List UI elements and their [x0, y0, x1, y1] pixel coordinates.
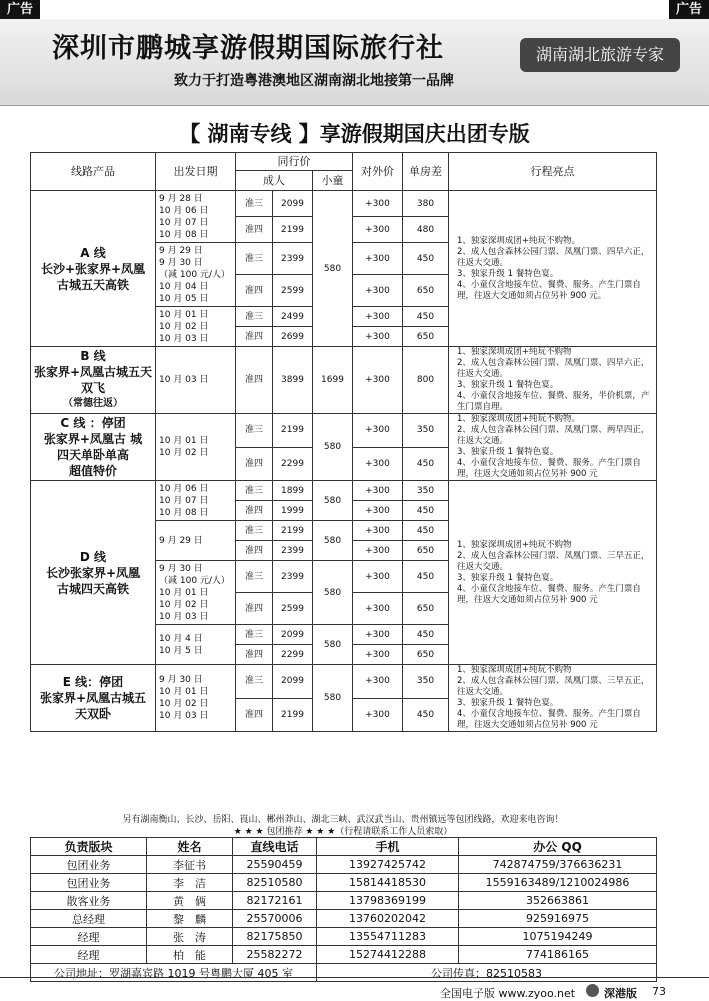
- contact-section: 总经理: [31, 910, 147, 928]
- public-price: +300: [353, 327, 403, 347]
- public-price: +300: [353, 307, 403, 327]
- single-supplement: 650: [403, 327, 449, 347]
- contact-qq: 1075194249: [459, 928, 657, 946]
- hotel-standard: 准三: [236, 665, 273, 699]
- contact-section: 经理: [31, 928, 147, 946]
- hotel-standard: 准四: [236, 541, 273, 561]
- departure-date: 10 月 01 日: [159, 587, 209, 598]
- departure-date: 10 月 01 日: [159, 436, 209, 446]
- departure-date: 10 月 01 日: [159, 687, 209, 697]
- contact-phone: 82175850: [233, 928, 317, 946]
- hotel-standard: 准四: [236, 275, 273, 307]
- contact-row: [31, 946, 657, 964]
- public-price: +300: [353, 191, 403, 217]
- single-supplement: 650: [403, 275, 449, 307]
- public-price: +300: [353, 275, 403, 307]
- departure-date: 10 月 06 日: [159, 205, 209, 216]
- departure-date: 9 月 30 日: [159, 675, 203, 685]
- hotel-standard: 准三: [236, 481, 273, 501]
- contact-mobile: 13798369199: [317, 892, 459, 910]
- footer-edition: 深港版: [604, 987, 637, 1000]
- hotel-standard: 准四: [236, 501, 273, 521]
- public-price: +300: [353, 447, 403, 481]
- route-name-line: 张家界+凤凰古城五天双飞: [33, 365, 153, 395]
- trip-highlights: [449, 191, 657, 347]
- company-fax: 公司传真：82510583: [317, 964, 657, 982]
- hotel-standard: 准四: [236, 447, 273, 481]
- departure-dates: [156, 521, 236, 561]
- header-single-supplement: 单房差: [403, 153, 449, 191]
- single-supplement: 380: [403, 191, 449, 217]
- route-name-line: C 线 ：停团: [60, 416, 126, 430]
- single-supplement: 800: [403, 347, 449, 414]
- route-name: [31, 347, 156, 414]
- trip-highlights: [449, 665, 657, 732]
- hotel-standard: 准四: [236, 347, 273, 414]
- hotel-standard: 准三: [236, 625, 273, 645]
- single-supplement: 450: [403, 561, 449, 593]
- contact-header-row: [31, 838, 657, 856]
- contact-phone: 25590459: [233, 856, 317, 874]
- route-name: [31, 191, 156, 347]
- contact-table: [30, 837, 657, 982]
- departure-date: 10 月 02 日: [159, 448, 209, 458]
- departure-date: 10 月 03 日: [159, 611, 209, 622]
- public-price: +300: [353, 521, 403, 541]
- departure-date: 9 月 29 日: [159, 245, 203, 256]
- single-supplement: 480: [403, 217, 449, 243]
- specialist-badge: 湖南湖北旅游专家: [520, 38, 680, 72]
- adult-price: 1899: [273, 481, 313, 501]
- highlight-item: 2、成人包含森林公园门票、凤凰门票、三早五正，往返大交通。: [457, 550, 650, 572]
- departure-date: 10 月 07 日: [159, 495, 209, 506]
- contact-qq: 925916975: [459, 910, 657, 928]
- company-address: 公司地址：罗湖嘉宾路 1019 号粤鹏大厦 405 室: [31, 964, 317, 982]
- logo-icon: [586, 984, 599, 997]
- header-product: 线路产品: [31, 153, 156, 191]
- hotel-standard: 准四: [236, 217, 273, 243]
- contact-row: [31, 928, 657, 946]
- adult-price: 2399: [273, 243, 313, 275]
- contact-section: 包团业务: [31, 856, 147, 874]
- departure-dates: [156, 561, 236, 625]
- departure-date: 10 月 08 日: [159, 507, 209, 518]
- adult-price: 2299: [273, 447, 313, 481]
- child-price: 1699: [313, 347, 353, 414]
- hotel-standard: 准三: [236, 307, 273, 327]
- departure-date: （减 100 元/人）: [159, 269, 230, 280]
- single-supplement: 450: [403, 243, 449, 275]
- departure-date: 10 月 06 日: [159, 483, 209, 494]
- route-name-line: 四天单卧单高: [56, 448, 129, 462]
- highlight-item: 1、独家深圳成团+纯玩不购物。: [457, 414, 581, 424]
- footer-site: 全国电子版 www.zyoo.net: [440, 987, 576, 1000]
- public-price: +300: [353, 243, 403, 275]
- route-name-line: 张家界+凤凰古城五: [39, 691, 147, 705]
- departure-date: 9 月 30 日: [159, 257, 203, 268]
- highlight-item: 4、小童仅含地接车位、餐费、服务。产生门票自理，往返大交通如须占位另补 900 元: [457, 709, 641, 730]
- route-name: [31, 414, 156, 481]
- child-price: 580: [313, 191, 353, 347]
- public-price: +300: [353, 347, 403, 414]
- departure-date: 10 月 02 日: [159, 599, 209, 610]
- hotel-standard: 准四: [236, 698, 273, 732]
- departure-date: 10 月 03 日: [159, 333, 209, 344]
- public-price: +300: [353, 541, 403, 561]
- route-name-line: 古城四天高铁: [56, 581, 129, 596]
- contact-section: 包团业务: [31, 874, 147, 892]
- contact-name: 黄 俩: [147, 892, 233, 910]
- departure-date: 10 月 07 日: [159, 217, 209, 228]
- single-supplement: 650: [403, 645, 449, 665]
- adult-price: 2099: [273, 191, 313, 217]
- public-price: +300: [353, 625, 403, 645]
- route-name-line: 超值特价: [68, 464, 117, 478]
- departure-dates: [156, 243, 236, 307]
- route-name-line: E 线：停团: [62, 675, 124, 689]
- single-supplement: 350: [403, 481, 449, 501]
- adult-price: 1999: [273, 501, 313, 521]
- company-slogan: 致力于打造粤港澳地区湖南湖北地接第一品牌: [174, 73, 454, 89]
- contact-name: 张 涛: [147, 928, 233, 946]
- departure-dates: [156, 307, 236, 347]
- child-price: 580: [313, 625, 353, 665]
- public-price: +300: [353, 665, 403, 699]
- table-row: [31, 665, 657, 699]
- departure-date: 10 月 4 日: [159, 633, 203, 644]
- single-supplement: 650: [403, 541, 449, 561]
- hotel-standard: 准四: [236, 593, 273, 625]
- highlight-item: 1、独家深圳成团+纯玩不购物: [457, 539, 572, 550]
- single-supplement: 450: [403, 447, 449, 481]
- public-price: +300: [353, 698, 403, 732]
- highlight-item: 4、小童仅含地接车位、餐费、服务。产生门票自理，往返大交通如须占位另补 900 元: [457, 583, 641, 605]
- highlight-item: 4、小童仅含地接车位、餐费、服务。产生门票自理，往返大交通如须占位另补 900 元。: [457, 279, 641, 301]
- highlight-item: 1、独家深圳成团+纯玩不购物: [457, 347, 572, 357]
- header-highlights: 行程亮点: [449, 153, 657, 191]
- highlight-item: 2、成人包含森林公园门票、凤凰门票、四早六正，往返大交通。: [457, 246, 650, 268]
- child-price: 580: [313, 521, 353, 561]
- contact-row: [31, 910, 657, 928]
- route-name-line: 天双卧: [74, 707, 111, 721]
- public-price: +300: [353, 414, 403, 448]
- contact-footer-row: [31, 964, 657, 982]
- trip-highlights: [449, 414, 657, 481]
- route-name-line: 长沙张家界+凤凰: [45, 565, 141, 580]
- hotel-standard: 准四: [236, 327, 273, 347]
- highlight-item: 3、独家升级 1 餐特色宴。: [457, 698, 559, 708]
- child-price: 580: [313, 561, 353, 625]
- trip-highlights: [449, 347, 657, 414]
- contact-qq: 1559163489/1210024986: [459, 874, 657, 892]
- route-name-line: A 线: [80, 245, 106, 260]
- single-supplement: 650: [403, 593, 449, 625]
- header-public-price: 对外价: [353, 153, 403, 191]
- route-name-line: 长沙+张家界+凤凰: [40, 261, 146, 276]
- ad-label-right: 广告: [669, 0, 709, 19]
- highlight-item: 4、小童仅含地接车位、餐费、服务。产生门票自理，往返大交通如须占位另补 900 元: [457, 458, 641, 479]
- adult-price: 2199: [273, 521, 313, 541]
- hotel-standard: 准三: [236, 243, 273, 275]
- departure-date: 10 月 5 日: [159, 645, 203, 656]
- highlight-item: 3、独家升级 1 餐特色宴。: [457, 268, 559, 279]
- contact-mobile: 13760202042: [317, 910, 459, 928]
- adult-price: 2099: [273, 665, 313, 699]
- hotel-standard: 准四: [236, 645, 273, 665]
- route-name: [31, 665, 156, 732]
- contact-phone: 25582272: [233, 946, 317, 964]
- table-row: [31, 414, 657, 448]
- route-name-line: B 线: [80, 349, 106, 363]
- departure-date: 10 月 01 日: [159, 309, 209, 320]
- contact-phone: 82172161: [233, 892, 317, 910]
- highlight-item: 2、成人包含森林公园门票、凤凰门票、四早六正，往返大交通。: [457, 358, 650, 379]
- contact-row: [31, 874, 657, 892]
- departure-date: 9 月 30 日: [159, 563, 203, 574]
- package-note: 另有湖南衡山、长沙、岳阳、崀山、郴州莽山、湖北三峡、武汉武当山、贵州镇远等包团线路，欢迎来电咨询！: [122, 815, 564, 825]
- departure-date: 10 月 04 日: [159, 281, 209, 292]
- adult-price: 2199: [273, 414, 313, 448]
- trip-highlights: [449, 481, 657, 665]
- contact-mobile: 15814418530: [317, 874, 459, 892]
- header-child: 小童: [313, 171, 353, 191]
- footer-page-number: 73: [652, 985, 666, 998]
- single-supplement: 350: [403, 665, 449, 699]
- adult-price: 3899: [273, 347, 313, 414]
- public-price: +300: [353, 481, 403, 501]
- hotel-standard: 准三: [236, 414, 273, 448]
- hotel-standard: 准三: [236, 521, 273, 541]
- contact-header: 姓名: [147, 838, 233, 856]
- table-row: [31, 347, 657, 414]
- departure-dates: [156, 347, 236, 414]
- departure-date: 10 月 08 日: [159, 229, 209, 240]
- public-price: +300: [353, 645, 403, 665]
- contact-section: 散客业务: [31, 892, 147, 910]
- contact-mobile: 13554711283: [317, 928, 459, 946]
- single-supplement: 450: [403, 625, 449, 645]
- departure-date: 10 月 02 日: [159, 321, 209, 332]
- route-name-line: 张家界+凤凰古 城: [43, 432, 143, 446]
- highlight-item: 4、小童仅含地接车位、餐费、服务，半价机票，产生门票自理。: [457, 391, 650, 412]
- single-supplement: 450: [403, 307, 449, 327]
- ad-label-left: 广告: [0, 0, 40, 19]
- adult-price: 2199: [273, 698, 313, 732]
- contact-qq: 742874759/376636231: [459, 856, 657, 874]
- highlight-item: 1、独家深圳成团+纯玩不购物。: [457, 235, 581, 246]
- highlight-item: 3、独家升级 1 餐特色宴。: [457, 572, 559, 583]
- contact-mobile: 13927425742: [317, 856, 459, 874]
- adult-price: 2399: [273, 561, 313, 593]
- public-price: +300: [353, 561, 403, 593]
- company-name: 深圳市鹏城享游假期国际旅行社: [52, 33, 444, 64]
- highlight-item: 2、成人包含森林公园门票、凤凰门票、两早四正，往返大交通。: [457, 425, 650, 446]
- contact-row: [31, 856, 657, 874]
- single-supplement: 450: [403, 501, 449, 521]
- header-peer-price: 同行价: [236, 153, 353, 171]
- hotel-standard: 准三: [236, 561, 273, 593]
- route-name-line: D 线: [79, 549, 107, 564]
- contact-name: 李 洁: [147, 874, 233, 892]
- price-table: [30, 152, 657, 732]
- adult-price: 2099: [273, 625, 313, 645]
- contact-mobile: 15274412288: [317, 946, 459, 964]
- adult-price: 2699: [273, 327, 313, 347]
- route-name: [31, 481, 156, 665]
- departure-date: 9 月 29 日: [159, 535, 203, 546]
- public-price: +300: [353, 217, 403, 243]
- contact-phone: 25570006: [233, 910, 317, 928]
- departure-date: 10 月 05 日: [159, 293, 209, 304]
- hotel-standard: 准三: [236, 191, 273, 217]
- highlight-item: 3、独家升级 1 餐特色宴。: [457, 380, 559, 390]
- adult-price: 2599: [273, 275, 313, 307]
- header-adult: 成人: [236, 171, 313, 191]
- single-supplement: 450: [403, 698, 449, 732]
- header-date: 出发日期: [156, 153, 236, 191]
- contact-name: 李征书: [147, 856, 233, 874]
- page-title: 【 湖南专线 】享游假期国庆出团专版: [179, 122, 530, 146]
- child-price: 580: [313, 414, 353, 481]
- contact-qq: 352663861: [459, 892, 657, 910]
- single-supplement: 350: [403, 414, 449, 448]
- footer-divider: [0, 977, 709, 978]
- adult-price: 2399: [273, 541, 313, 561]
- child-price: 580: [313, 481, 353, 521]
- public-price: +300: [353, 593, 403, 625]
- table-row: [31, 191, 657, 217]
- highlight-item: 2、成人包含森林公园门票、凤凰门票、三早五正，往返大交通。: [457, 676, 650, 697]
- public-price: +300: [353, 501, 403, 521]
- adult-price: 2199: [273, 217, 313, 243]
- highlight-item: 3、独家升级 1 餐特色宴。: [457, 447, 559, 457]
- contact-phone: 82510580: [233, 874, 317, 892]
- route-subtitle: （常德往返）: [63, 398, 123, 409]
- contact-header: 负责版块: [31, 838, 147, 856]
- contact-section: 经理: [31, 946, 147, 964]
- departure-date: 9 月 28 日: [159, 193, 203, 204]
- departure-dates: [156, 481, 236, 521]
- table-row: [31, 481, 657, 501]
- departure-date: （减 100 元/人）: [159, 575, 230, 586]
- departure-date: 10 月 03 日: [159, 375, 209, 385]
- departure-date: 10 月 03 日: [159, 711, 209, 721]
- contact-header: 办公 QQ: [459, 838, 657, 856]
- departure-dates: [156, 191, 236, 243]
- route-name-line: 古城五天高铁: [56, 277, 129, 292]
- adult-price: 2499: [273, 307, 313, 327]
- contact-header: 直线电话: [233, 838, 317, 856]
- departure-dates: [156, 665, 236, 732]
- highlight-item: 1、独家深圳成团+纯玩不购物: [457, 665, 572, 675]
- adult-price: 2299: [273, 645, 313, 665]
- departure-dates: [156, 625, 236, 665]
- single-supplement: 450: [403, 521, 449, 541]
- contact-name: 柏 能: [147, 946, 233, 964]
- adult-price: 2599: [273, 593, 313, 625]
- child-price: 580: [313, 665, 353, 732]
- contact-row: [31, 892, 657, 910]
- contact-header: 手机: [317, 838, 459, 856]
- departure-date: 10 月 02 日: [159, 699, 209, 709]
- contact-qq: 774186165: [459, 946, 657, 964]
- departure-dates: [156, 414, 236, 481]
- package-recommend: ★ ★ ★ 包团推荐 ★ ★ ★（行程请联系工作人员索取）: [233, 827, 453, 837]
- contact-name: 黎 麟: [147, 910, 233, 928]
